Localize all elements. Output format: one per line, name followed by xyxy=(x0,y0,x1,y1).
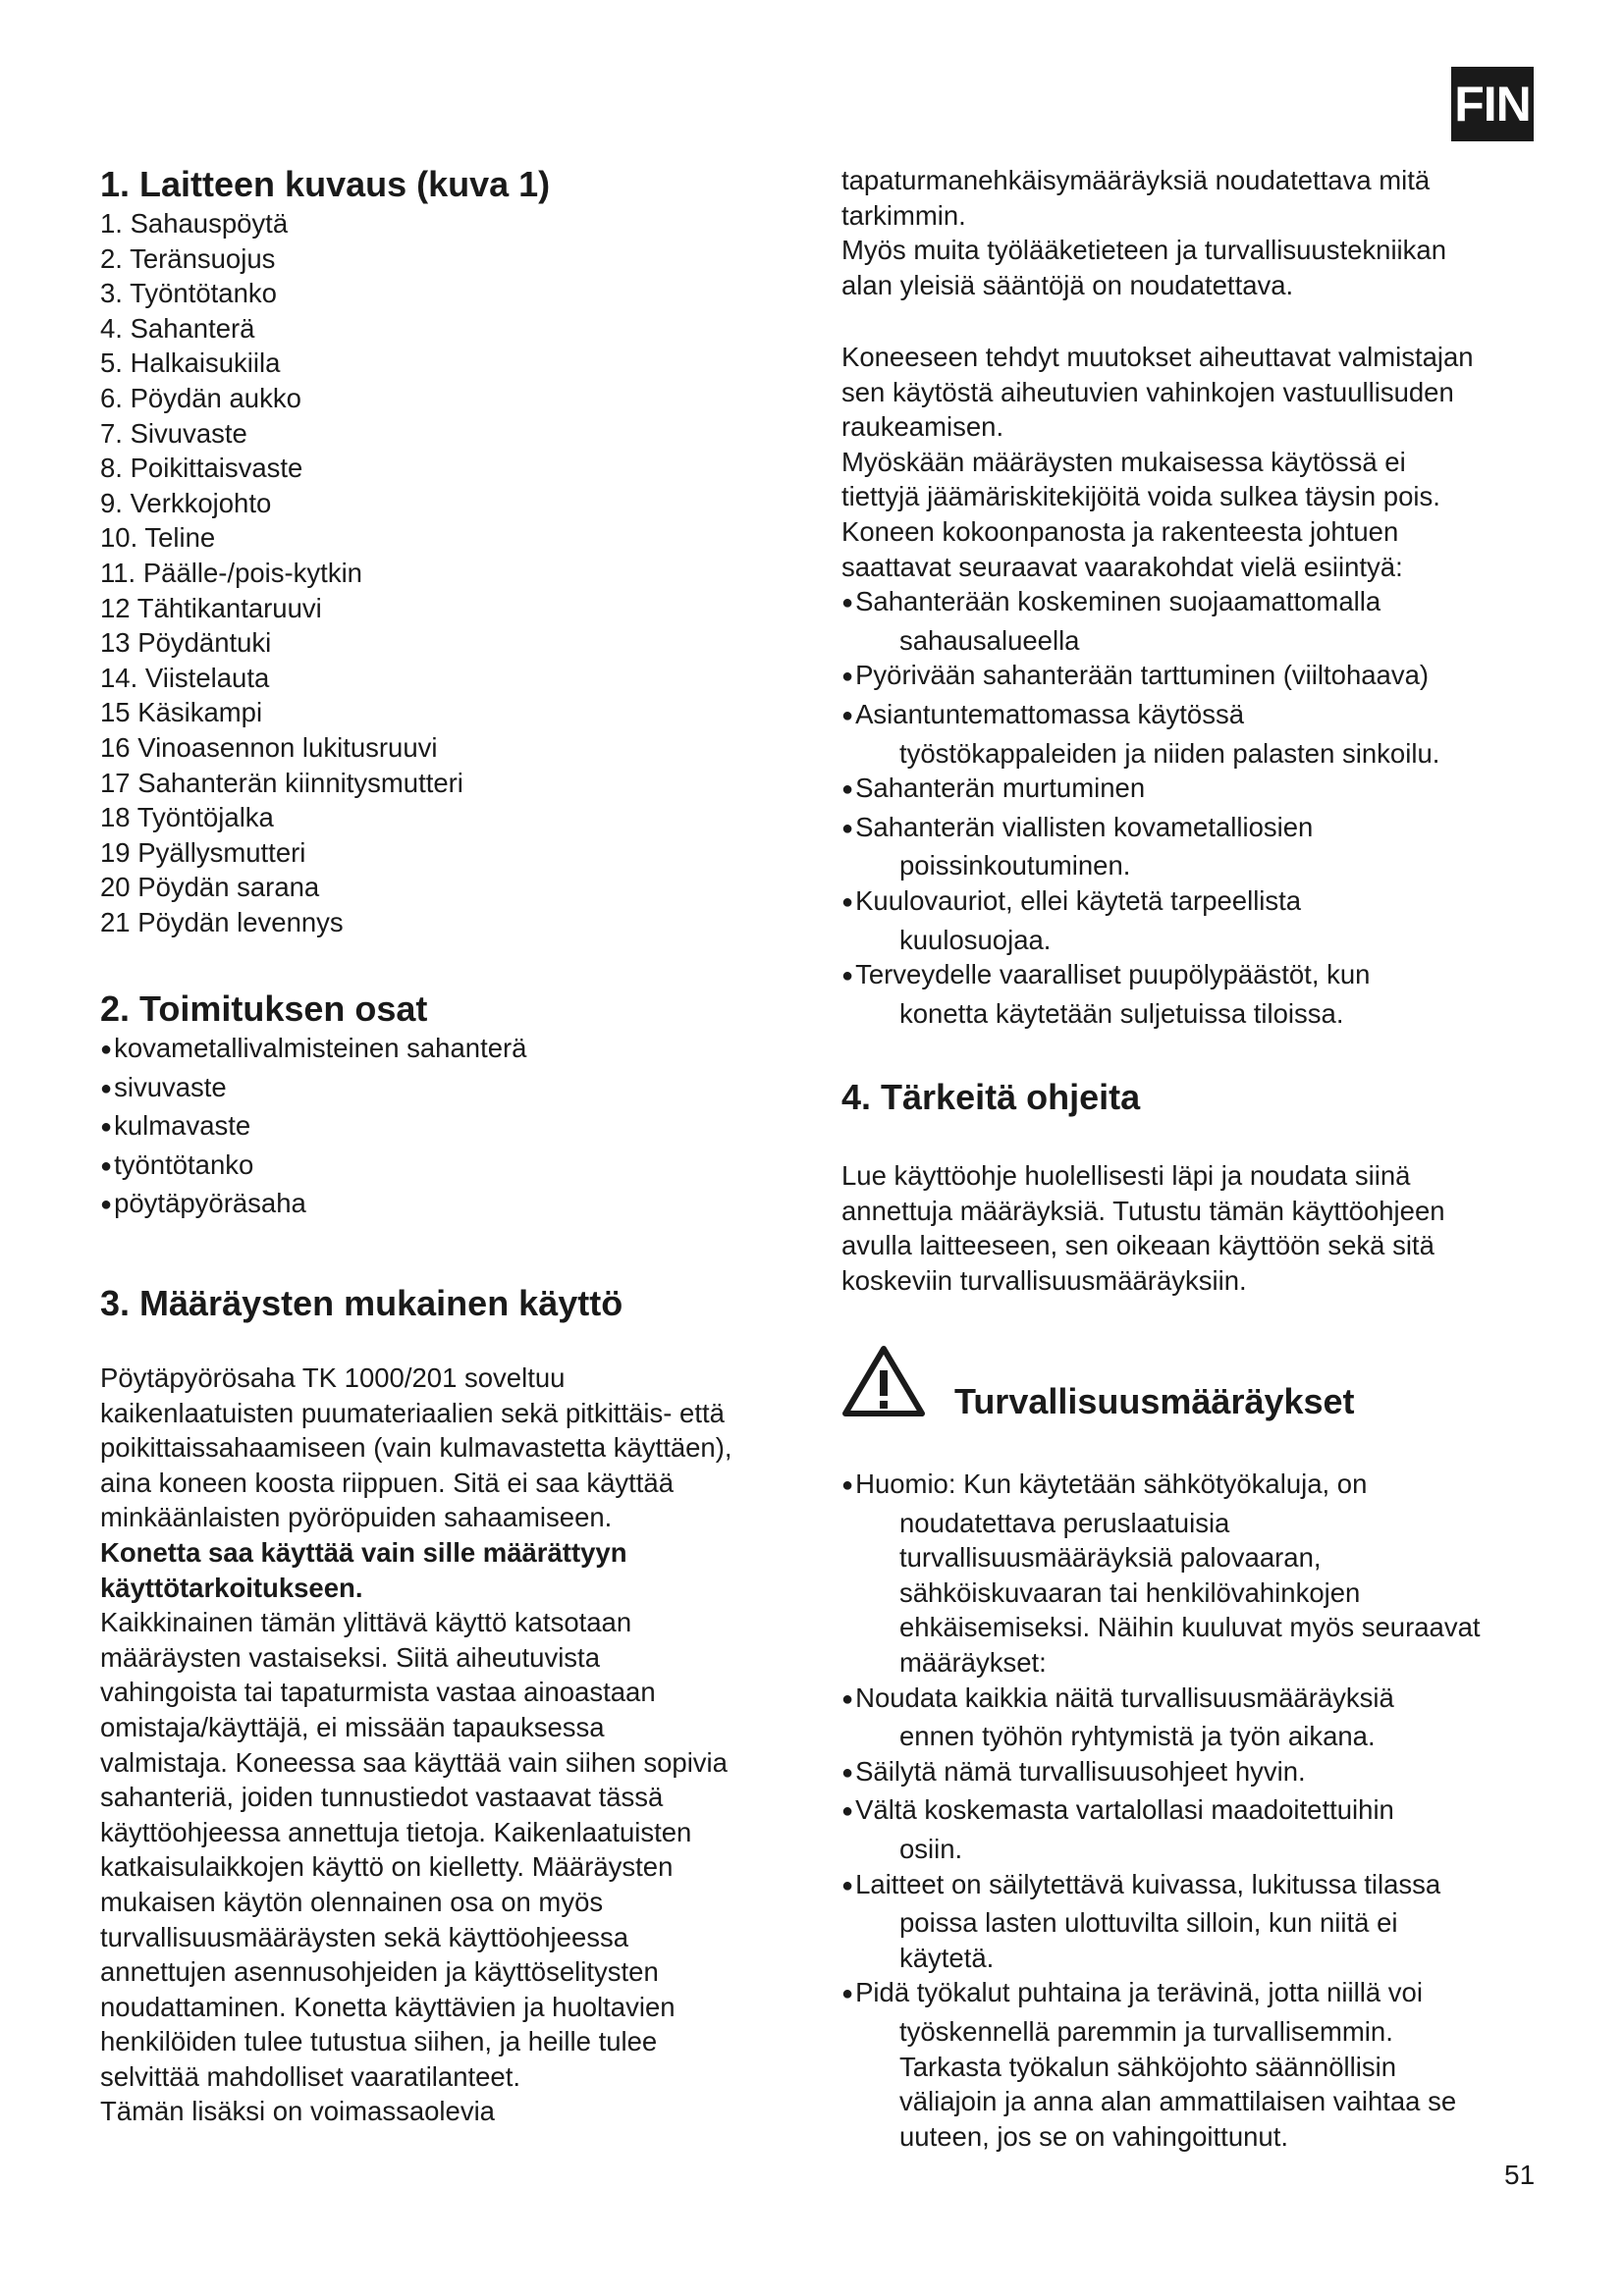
text-line: omistaja/käyttäjä, ei missään tapauksessa xyxy=(100,1711,605,1742)
text-line: sen käytöstä aiheutuvien vahinkojen vastuullisuden xyxy=(841,376,1454,407)
parts-list xyxy=(100,206,463,939)
bold-text-line: käyttötarkoitukseen. xyxy=(100,1572,363,1603)
text-line: avulla laitteeseen, sen oikeaan käyttöön sekä sitä xyxy=(841,1230,1435,1261)
text-line: käyttöohjeessa annettuja tietoja. Kaikenlaatuisten xyxy=(100,1816,692,1847)
section1-title: 1. Laitteen kuvaus (kuva 1) xyxy=(100,164,551,204)
safety-list xyxy=(841,1467,1481,2154)
hazard-item: ● Asiantuntemattomassa käytössä xyxy=(841,697,1474,736)
list-item: 1. Sahauspöytä xyxy=(100,208,289,239)
list-item: 14. Viistelauta xyxy=(100,662,270,693)
text-line: Kaikkinainen tämän ylittävä käyttö katsotaan xyxy=(100,1607,632,1638)
important-instructions-text xyxy=(841,1158,1445,1298)
text-line: Pöytäpyörösaha TK 1000/201 soveltuu xyxy=(100,1362,566,1393)
safety-item-continued: uuteen, jos se on vahingoittunut. xyxy=(899,2120,1288,2152)
safety-item: ● Säilytä nämä turvallisuusohjeet hyvin. xyxy=(841,1754,1481,1793)
safety-item-continued: noudatettava peruslaatuisia xyxy=(899,1507,1230,1538)
text-line: annettujen asennusohjeiden ja käyttöselitysten xyxy=(100,1956,659,1988)
hazard-item-continued: sahausalueella xyxy=(899,624,1080,656)
hazard-item: ● Kuulovauriot, ellei käytetä tarpeellista xyxy=(841,883,1474,923)
hazard-item-continued: konetta käytetään suljetuissa tiloissa. xyxy=(899,997,1344,1029)
safety-item: ● Laitteet on säilytettävä kuivassa, lukitussa tilassa xyxy=(841,1867,1481,1906)
list-item: 12 Tähtikantaruuvi xyxy=(100,592,322,623)
safety-item-continued: poissa lasten ulottuvilta silloin, kun niitä ei xyxy=(899,1907,1398,1939)
bullet-item: ● pöytäpyöräsaha xyxy=(100,1186,526,1225)
hazard-item: ● Sahanterään koskeminen suojaamattomalla xyxy=(841,584,1474,623)
text-line: aina koneen koosta riippuen. Sitä ei saa käyttää xyxy=(100,1467,674,1498)
safety-item-continued: turvallisuusmääräyksiä palovaaran, xyxy=(899,1542,1322,1574)
safety-item: ● Huomio: Kun käytetään sähkötyökaluja, on xyxy=(841,1467,1481,1506)
bullet-item: ● kovametallivalmisteinen sahanterä xyxy=(100,1031,526,1070)
safety-item-continued: ennen työhön ryhtymistä ja työn aikana. xyxy=(899,1721,1376,1752)
text-line: Myöskään määräysten mukaisessa käytössä ei xyxy=(841,446,1406,477)
language-badge: FIN xyxy=(1451,67,1534,141)
section2-title: 2. Toimituksen osat xyxy=(100,988,428,1029)
text-line: poikittaissahaamiseen (vain kulmavastetta käyttäen), xyxy=(100,1432,732,1464)
hazard-item-continued: työstökappaleiden ja niiden palasten sinkoilu. xyxy=(899,737,1440,769)
list-item: 5. Halkaisukiila xyxy=(100,347,281,379)
list-item: 21 Pöydän levennys xyxy=(100,906,344,937)
text-line: sahanteriä, joiden tunnustiedot vastaavat tässä xyxy=(100,1782,664,1813)
hazard-item: ● Pyörivään sahanterään tarttuminen (viiltohaava) xyxy=(841,658,1474,697)
delivery-list xyxy=(100,1031,526,1225)
bullet-item: ● sivuvaste xyxy=(100,1070,526,1109)
text-line: Koneeseen tehdyt muutokset aiheuttavat valmistajan xyxy=(841,342,1474,372)
text-line: minkäänlaisten pyöröpuiden sahaamiseen. xyxy=(100,1502,613,1533)
hazard-item: ● Sahanterän murtuminen xyxy=(841,771,1474,810)
hazard-item: ● Sahanterän viallisten kovametalliosien xyxy=(841,810,1474,849)
safety-item-continued: ehkäisemiseksi. Näihin kuuluvat myös seuraavat xyxy=(899,1612,1481,1643)
text-line: raukeamisen. xyxy=(841,411,1004,443)
list-item: 6. Pöydän aukko xyxy=(100,382,301,413)
text-line: katkaisulaikkojen käyttö on kielletty. Määräysten xyxy=(100,1851,674,1883)
text-line: valmistaja. Koneessa saa käyttää vain siihen sopivia xyxy=(100,1746,728,1778)
list-item: 15 Käsikampi xyxy=(100,697,263,728)
text-line: tarkimmin. xyxy=(841,199,966,231)
list-item: 3. Työntötanko xyxy=(100,278,277,309)
warning-triangle-icon xyxy=(841,1345,926,1419)
hazard-item-continued: kuulosuojaa. xyxy=(899,924,1052,955)
text-line: tapaturmanehkäisymääräyksiä noudatettava mitä xyxy=(841,165,1431,195)
bold-text-line: Konetta saa käyttää vain sille määrättyyn xyxy=(100,1536,627,1568)
safety-item-continued: työskennellä paremmin ja turvallisemmin. xyxy=(899,2015,1393,2047)
text-line: Tämän lisäksi on voimassaolevia xyxy=(100,2096,495,2127)
residual-risk-paragraph xyxy=(841,340,1474,1031)
list-item: 16 Vinoasennon lukitusruuvi xyxy=(100,731,438,763)
list-item: 13 Pöydäntuki xyxy=(100,627,272,659)
text-line: Myös muita työlääketieteen ja turvallisuustekniikan xyxy=(841,235,1446,266)
text-line: noudattaminen. Konetta käyttävien ja huoltavien xyxy=(100,1991,676,2022)
list-item: 8. Poikittaisvaste xyxy=(100,453,303,484)
text-line: mukaisen käytön olennainen osa on myös xyxy=(100,1886,604,1917)
safety-title: Turvallisuusmääräykset xyxy=(954,1381,1355,1421)
list-item: 10. Teline xyxy=(100,522,216,554)
text-line: Koneen kokoonpanosta ja rakenteesta johtuen xyxy=(841,515,1399,547)
text-line: määräysten vastaiseksi. Siitä aiheutuvista xyxy=(100,1641,600,1673)
safety-item-continued: määräykset: xyxy=(899,1646,1047,1678)
list-item: 19 Pyällysmutteri xyxy=(100,836,306,868)
safety-item-continued: Tarkasta työkalun sähköjohto säännöllisin xyxy=(899,2051,1396,2082)
safety-item-continued: osiin. xyxy=(899,1833,963,1864)
safety-item-continued: väliajoin ja anna alan ammattilaisen vaihtaa se xyxy=(899,2086,1457,2117)
safety-item: ● Noudata kaikkia näitä turvallisuusmääräyksiä xyxy=(841,1681,1481,1720)
bullet-item: ● työntötanko xyxy=(100,1148,526,1187)
bullet-item: ● kulmavaste xyxy=(100,1108,526,1148)
text-line: koskeviin turvallisuusmääräyksiin. xyxy=(841,1264,1247,1296)
text-line: Lue käyttöohje huolellisesti läpi ja noudata siinä xyxy=(841,1160,1411,1191)
section4-title: 4. Tärkeitä ohjeita xyxy=(841,1077,1141,1117)
section3-title: 3. Määräysten mukainen käyttö xyxy=(100,1283,623,1323)
list-item: 9. Verkkojohto xyxy=(100,487,272,518)
list-item: 20 Pöydän sarana xyxy=(100,872,320,903)
list-item: 17 Sahanterän kiinnitysmutteri xyxy=(100,767,463,798)
safety-item-continued: käytetä. xyxy=(899,1942,995,1973)
text-line: annettuja määräyksiä. Tutustu tämän käyttöohjeen xyxy=(841,1195,1445,1226)
list-item: 7. Sivuvaste xyxy=(100,417,247,449)
text-line: henkilöiden tulee tutustua siihen, ja heille tulee xyxy=(100,2026,658,2057)
text-line: alan yleisiä sääntöjä on noudatettava. xyxy=(841,269,1294,300)
text-line: saattavat seuraavat vaarakohdat vielä esiintyä: xyxy=(841,551,1403,582)
list-item: 4. Sahanterä xyxy=(100,312,255,344)
text-line: selvittää mahdolliset vaaratilanteet. xyxy=(100,2060,521,2092)
text-line: kaikenlaatuisten puumateriaalien sekä pitkittäis- että xyxy=(100,1397,725,1428)
safety-item-continued: sähköiskuvaaran tai henkilövahinkojen xyxy=(899,1576,1361,1608)
hazard-item: ● Terveydelle vaaralliset puupölypäästöt, kun xyxy=(841,957,1474,996)
text-line: vahingoista tai tapaturmista vastaa ainoastaan xyxy=(100,1677,656,1708)
list-item: 11. Päälle-/pois-kytkin xyxy=(100,557,362,588)
safety-item: ● Vältä koskemasta vartalollasi maadoitettuihin xyxy=(841,1792,1481,1832)
text-line: tiettyjä jäämäriskitekijöitä voida sulkea täysin pois. xyxy=(841,481,1440,512)
regulations-paragraph xyxy=(841,163,1446,302)
text-line: turvallisuusmääräysten sekä käyttöohjeessa xyxy=(100,1921,629,1952)
safety-item: ● Pidä työkalut puhtaina ja terävinä, jotta niillä voi xyxy=(841,1975,1481,2014)
intended-use-text xyxy=(100,1361,732,2129)
list-item: 2. Teränsuojus xyxy=(100,242,276,274)
list-item: 18 Työntöjalka xyxy=(100,802,274,833)
page-number: 51 xyxy=(1504,2160,1536,2190)
hazard-item-continued: poissinkoutuminen. xyxy=(899,850,1131,881)
